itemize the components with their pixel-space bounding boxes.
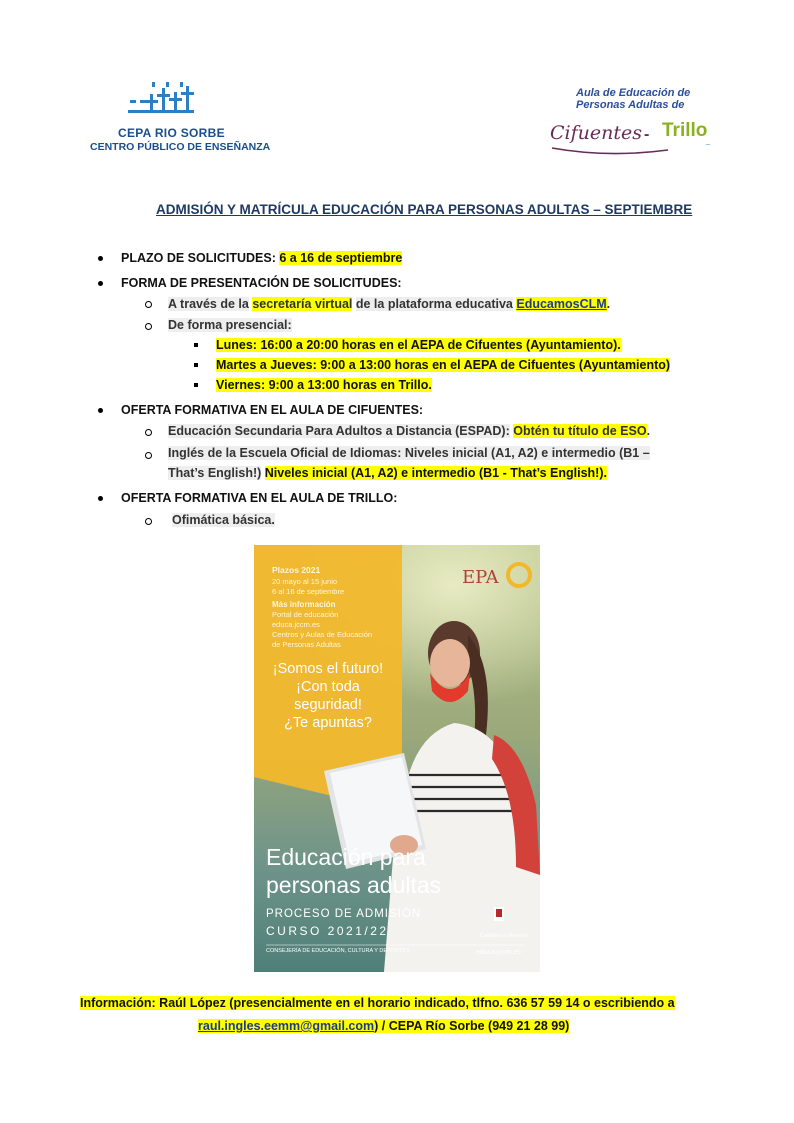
poster-info-3: Centros y Aulas de Educación (272, 630, 373, 639)
poster-big-2: personas adultas (266, 872, 442, 898)
ingles-text-2b: Niveles inicial (A1, A2) e intermedio (B1 - That’s English!). (264, 466, 607, 480)
bullet-circle-icon (145, 429, 152, 436)
poster-brand: EPA (462, 567, 499, 588)
cepa-emblem-icon (126, 80, 198, 120)
virtual-a: A través de la (168, 297, 249, 311)
schedule-item (216, 336, 621, 354)
bullet-disc-icon (98, 256, 103, 261)
poster-web: educa.jccm.es (476, 949, 521, 956)
espad-row (168, 422, 650, 440)
town-cifuentes: Cifuentes (550, 122, 642, 144)
bullet-disc-icon (98, 496, 103, 501)
schedule-text: Martes a Jueves: 9:00 a 13:00 horas en el AEPA de Cifuentes (Ayuntamiento) (216, 358, 671, 372)
poster-slogan-4: ¿Te apuntas? (284, 715, 372, 731)
trillo-item-text: Ofimática básica. (172, 513, 275, 527)
footer-email-link[interactable]: raul.ingles.eemm@gmail.com (198, 1019, 375, 1033)
plazo-label: PLAZO DE SOLICITUDES: (121, 251, 276, 265)
virtual-row (168, 295, 610, 313)
footer-line-2 (198, 1019, 569, 1033)
poster-info-title: Más información (272, 600, 336, 609)
bullet-square-icon (194, 343, 198, 347)
town-dash: - (644, 126, 650, 143)
cepa-subtitle: CENTRO PÚBLICO DE ENSEÑANZA (90, 141, 271, 153)
aula-cifuentes-trillo-logo (548, 86, 723, 166)
bullet-circle-icon (145, 452, 152, 459)
page-title: ADMISIÓN Y MATRÍCULA EDUCACIÓN PARA PERSONAS ADULTAS – SEPTIEMBRE (156, 202, 693, 217)
espad-text: Educación Secundaria Para Adultos a Distancia (ESPAD): (168, 424, 510, 438)
poster-big-1: Educación para (266, 844, 426, 870)
poster-info-2: educa.jccm.es (272, 620, 320, 629)
plazo-value: 6 a 16 de septiembre (279, 251, 403, 265)
espad-highlight: Obtén tu título de ESO (513, 424, 647, 438)
bullet-square-icon (194, 383, 198, 387)
poster-consejeria: CONSEJERÍA DE EDUCACIÓN, CULTURA Y DEPORTES (266, 948, 410, 954)
ingles-line-1 (168, 444, 650, 462)
schedule-text: Viernes: 9:00 a 13:00 horas en Trillo. (216, 378, 432, 392)
footer-line-1 (80, 996, 675, 1010)
swoosh-icon (548, 144, 720, 158)
poster-region: Castilla-La Mancha (480, 933, 528, 939)
presencial-text: De forma presencial: (168, 318, 292, 332)
footer-text-1: Información: Raúl López (presencialmente en el horario indicado, tlfno. 636 57 59 14 o escribiendo a (80, 996, 675, 1010)
schedule-item (216, 356, 670, 374)
cepa-rio-sorbe-logo (88, 80, 271, 160)
forma-label: FORMA DE PRESENTACIÓN DE SOLICITUDES: (121, 276, 402, 290)
aula-line-2: Personas Adultas de (576, 99, 685, 111)
poster-plazos-title: Plazos 2021 (272, 565, 321, 575)
educamos-link[interactable]: EducamosCLM (516, 297, 607, 311)
bullet-circle-icon (145, 518, 152, 525)
ingles-text-2a: That’s English!) (168, 466, 262, 480)
cifuentes-label: OFERTA FORMATIVA EN EL AULA DE CIFUENTES: (121, 403, 424, 417)
poster-slogan-1: ¡Somos el futuro! (272, 661, 384, 677)
poster-curso: CURSO 2021/22 (266, 924, 389, 938)
virtual-e: . (606, 297, 611, 311)
ingles-text-1: Inglés de la Escuela Oficial de Idiomas: Niveles inicial (A1, A2) e intermedio (B1 – (168, 446, 650, 460)
poster-slogan-2: ¡Con toda (296, 679, 360, 695)
admission-poster (254, 545, 540, 972)
plazo-row (121, 249, 402, 267)
poster-info-4: de Personas Adultas (272, 640, 341, 649)
schedule-item (216, 376, 432, 394)
poster-slogan-3: seguridad! (294, 697, 362, 713)
schedule-text: Lunes: 16:00 a 20:00 horas en el AEPA de Cifuentes (Ayuntamiento). (216, 338, 621, 352)
bullet-circle-icon (145, 301, 152, 308)
virtual-c: de la plataforma educativa (355, 297, 513, 311)
poster-artwork (254, 545, 540, 972)
cepa-name: CEPA RIO SORBE (118, 126, 225, 140)
bullet-disc-icon (98, 281, 103, 286)
poster-info-1: Portal de educación (272, 610, 339, 619)
footer-text-2: ) / CEPA Río Sorbe (949 21 28 99) (374, 1019, 570, 1033)
ingles-line-2 (168, 464, 607, 482)
bullet-square-icon (194, 363, 198, 367)
aula-line-1: Aula de Educación de (576, 87, 691, 99)
poster-proceso: PROCESO DE ADMISIÓN (266, 908, 422, 920)
virtual-b: secretaría virtual (252, 297, 353, 311)
poster-plazos-2: 6 al 16 de septiembre (272, 587, 345, 596)
trillo-label: OFERTA FORMATIVA EN EL AULA DE TRILLO: (121, 491, 398, 505)
trillo-item (172, 511, 275, 529)
presencial-label (168, 316, 292, 334)
bullet-circle-icon (145, 323, 152, 330)
espad-end: . (646, 424, 651, 438)
poster-plazos-1: 20 mayo al 15 junio (272, 577, 338, 586)
town-trillo: Trillo (662, 120, 708, 141)
bullet-disc-icon (98, 408, 103, 413)
